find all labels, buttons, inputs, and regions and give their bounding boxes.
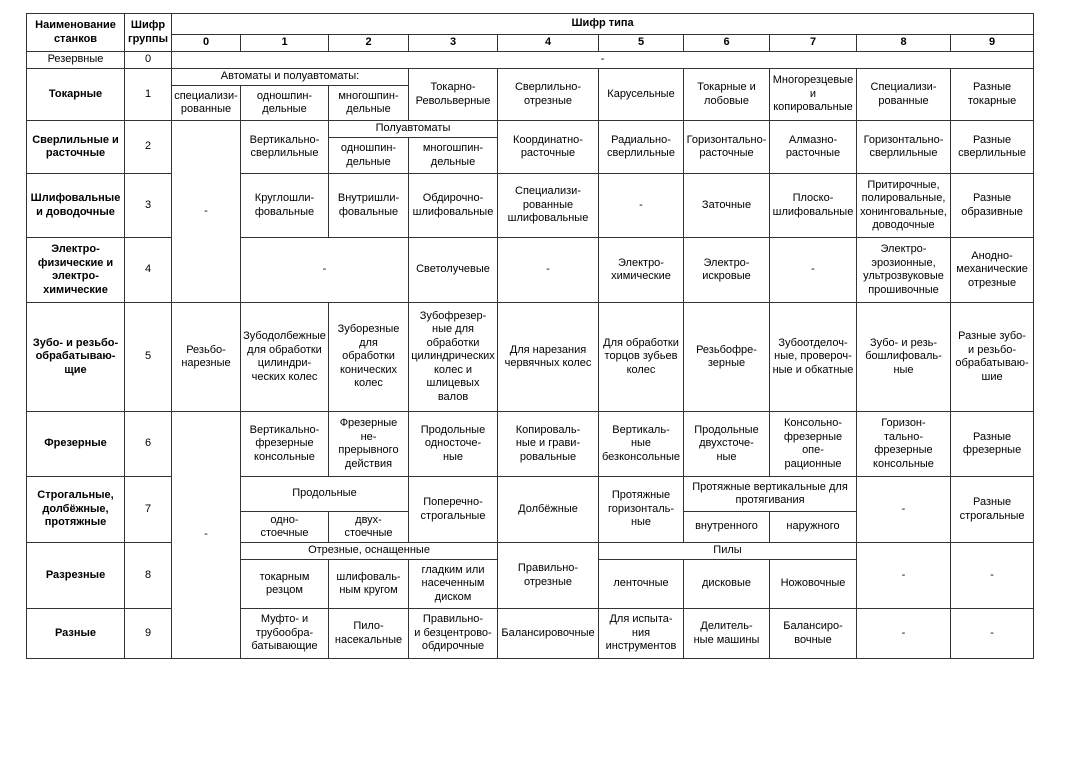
row-name: Фрезерные bbox=[27, 412, 125, 477]
type-cell: - bbox=[770, 238, 857, 303]
type-cell: Зуборезные для обработки конических колес bbox=[329, 303, 409, 412]
type-cell: Горизонтально- расточные bbox=[684, 121, 770, 174]
type-cell: Внутришли- фовальные bbox=[329, 174, 409, 238]
type-cell: Специализи- рованные bbox=[857, 69, 951, 121]
row-code: 9 bbox=[125, 609, 172, 659]
type-cell: Фрезерные не- прерывного действия bbox=[329, 412, 409, 477]
type-cell: Для испыта- ния инструментов bbox=[599, 609, 684, 659]
type-cell: шлифоваль- ным кругом bbox=[329, 560, 409, 609]
type-cell: Горизон- тально- фрезерные консольные bbox=[857, 412, 951, 477]
type-cell: - bbox=[241, 238, 409, 303]
row-name: Электро- физические и электро- химические bbox=[27, 238, 125, 303]
type-cell: Зубодолбежные для обработки цилиндри- ческих колес bbox=[241, 303, 329, 412]
type-cell: Круглошли- фовальные bbox=[241, 174, 329, 238]
type-cell: Заточные bbox=[684, 174, 770, 238]
type-cell: Для обработки торцов зубьев колес bbox=[599, 303, 684, 412]
type-cell: Разные образивные bbox=[951, 174, 1034, 238]
row-code: 3 bbox=[125, 174, 172, 238]
type-cell: Токарные и лобовые bbox=[684, 69, 770, 121]
type-cell: Продольные односточе- ные bbox=[409, 412, 498, 477]
type-cell: Плоско- шлифовальные bbox=[770, 174, 857, 238]
type-cell: Резьбофре- зерные bbox=[684, 303, 770, 412]
type-cell: Обдирочно- шлифовальные bbox=[409, 174, 498, 238]
type-cell: внутренного bbox=[684, 512, 770, 543]
row-name: Разные bbox=[27, 609, 125, 659]
type-cell: Многорезцевые и копировальные bbox=[770, 69, 857, 121]
type-cell: одношпин- дельные bbox=[329, 138, 409, 174]
type-cell: Копироваль- ные и грави- ровальные bbox=[498, 412, 599, 477]
type-digit: 7 bbox=[770, 35, 857, 52]
subheader-automats: Автоматы и полуавтоматы: bbox=[172, 69, 409, 86]
type-cell: многошпин- дельные bbox=[329, 86, 409, 121]
type-cell: двух- стоечные bbox=[329, 512, 409, 543]
row-code: 7 bbox=[125, 477, 172, 543]
type-cell: Разные строгальные bbox=[951, 477, 1034, 543]
type-cell: Горизонтально- сверлильные bbox=[857, 121, 951, 174]
type-digit: 4 bbox=[498, 35, 599, 52]
type-cell: токарным резцом bbox=[241, 560, 329, 609]
type-cell: Для нарезания червячных колес bbox=[498, 303, 599, 412]
row-code: 2 bbox=[125, 121, 172, 174]
type-cell: Ножовочные bbox=[770, 560, 857, 609]
type-cell: специализи- рованные bbox=[172, 86, 241, 121]
type-cell: Электро- химические bbox=[599, 238, 684, 303]
type-digit: 0 bbox=[172, 35, 241, 52]
type-cell: - bbox=[857, 543, 951, 609]
row-code: 5 bbox=[125, 303, 172, 412]
subheader-vertical-broaching: Протяжные вертикальные для протягивания bbox=[684, 477, 857, 512]
type-cell: гладким или насеченным диском bbox=[409, 560, 498, 609]
type-cell: Консольно- фрезерные опе- рационные bbox=[770, 412, 857, 477]
type-cell: многошпин- дельные bbox=[409, 138, 498, 174]
row-code: 4 bbox=[125, 238, 172, 303]
type-cell: Специализи- рованные шлифовальные bbox=[498, 174, 599, 238]
type-cell: Карусельные bbox=[599, 69, 684, 121]
type-digit: 9 bbox=[951, 35, 1034, 52]
reserved-types: - bbox=[172, 52, 1034, 69]
type-cell: - bbox=[599, 174, 684, 238]
type-cell: одно- стоечные bbox=[241, 512, 329, 543]
type-cell: - bbox=[498, 238, 599, 303]
type-cell: Делитель- ные машины bbox=[684, 609, 770, 659]
type-cell: Продольные двухсточе- ные bbox=[684, 412, 770, 477]
row-code: 8 bbox=[125, 543, 172, 609]
type-cell: дисковые bbox=[684, 560, 770, 609]
subheader-saws: Пилы bbox=[599, 543, 857, 560]
type-cell: Долбёжные bbox=[498, 477, 599, 543]
row-code: 6 bbox=[125, 412, 172, 477]
machine-classification-table bbox=[26, 13, 1034, 659]
type-cell: - bbox=[857, 609, 951, 659]
type-cell: ленточные bbox=[599, 560, 684, 609]
row-code: 1 bbox=[125, 69, 172, 121]
type-cell: - bbox=[951, 609, 1034, 659]
row-name: Сверлильные и расточные bbox=[27, 121, 125, 174]
type-cell: Притирочные, полировальные, хонинговальные, доводочные bbox=[857, 174, 951, 238]
type-cell: Радиально- сверлильные bbox=[599, 121, 684, 174]
type-cell: Балансиро- вочные bbox=[770, 609, 857, 659]
row-code: 0 bbox=[125, 52, 172, 69]
type-cell: Зубоотделоч- ные, провероч- ные и обкатные bbox=[770, 303, 857, 412]
type-cell: Электро- эрозионные, ультрозвуковые прошивочные bbox=[857, 238, 951, 303]
type-cell: наружного bbox=[770, 512, 857, 543]
type-digit: 2 bbox=[329, 35, 409, 52]
type-cell: Протяжные горизонталь- ные bbox=[599, 477, 684, 543]
type-cell: Электро- искровые bbox=[684, 238, 770, 303]
type-cell: Разные фрезерные bbox=[951, 412, 1034, 477]
type-cell: Зубо- и резь- бошлифоваль- ные bbox=[857, 303, 951, 412]
header-machine-name: Наименование станков bbox=[27, 14, 125, 52]
type-cell: одношпин- дельные bbox=[241, 86, 329, 121]
type-digit: 5 bbox=[599, 35, 684, 52]
type-cell: Вертикаль- ные безконсольные bbox=[599, 412, 684, 477]
row-name: Строгальные, долбёжные, протяжные bbox=[27, 477, 125, 543]
type-cell: Правильно- отрезные bbox=[498, 543, 599, 609]
type-cell: Разные токарные bbox=[951, 69, 1034, 121]
row-name: Резервные bbox=[27, 52, 125, 69]
type-digit: 6 bbox=[684, 35, 770, 52]
merged-dash-cell: - bbox=[172, 412, 241, 659]
row-name: Шлифовальные и доводочные bbox=[27, 174, 125, 238]
type-cell: Резьбо- нарезные bbox=[172, 303, 241, 412]
type-cell: Балансировочные bbox=[498, 609, 599, 659]
type-cell: Разные сверлильные bbox=[951, 121, 1034, 174]
type-cell: Вертикально- фрезерные консольные bbox=[241, 412, 329, 477]
type-digit: 1 bbox=[241, 35, 329, 52]
subheader-cutoff: Отрезные, оснащенные bbox=[241, 543, 498, 560]
type-cell: Светолучевые bbox=[409, 238, 498, 303]
type-cell: Токарно- Револьверные bbox=[409, 69, 498, 121]
type-cell: Координатно- расточные bbox=[498, 121, 599, 174]
type-cell: Муфто- и трубообра- батывающие bbox=[241, 609, 329, 659]
header-group-code: Шифр группы bbox=[125, 14, 172, 52]
type-digit: 3 bbox=[409, 35, 498, 52]
type-cell: Вертикально- сверлильные bbox=[241, 121, 329, 174]
type-cell: Поперечно- строгальные bbox=[409, 477, 498, 543]
type-cell: Алмазно- расточные bbox=[770, 121, 857, 174]
header-type-code: Шифр типа bbox=[172, 14, 1034, 35]
type-cell: Разные зубо- и резьбо- обрабатываю- шие bbox=[951, 303, 1034, 412]
type-cell: Сверлильно- отрезные bbox=[498, 69, 599, 121]
subheader-semiautomats: Полуавтоматы bbox=[329, 121, 498, 138]
merged-dash-cell: - bbox=[172, 121, 241, 303]
type-cell: - bbox=[857, 477, 951, 543]
type-cell: Пило- насекальные bbox=[329, 609, 409, 659]
type-cell: Анодно- механические отрезные bbox=[951, 238, 1034, 303]
type-cell: Зубофрезер- ные для обработки цилиндрических колес и шлицевых валов bbox=[409, 303, 498, 412]
row-name: Зубо- и резьбо- обрабатываю- щие bbox=[27, 303, 125, 412]
row-name: Токарные bbox=[27, 69, 125, 121]
type-digit: 8 bbox=[857, 35, 951, 52]
subheader-longitudinal: Продольные bbox=[241, 477, 409, 512]
type-cell: - bbox=[951, 543, 1034, 609]
row-name: Разрезные bbox=[27, 543, 125, 609]
type-cell: Правильно- и безцентрово- обдирочные bbox=[409, 609, 498, 659]
